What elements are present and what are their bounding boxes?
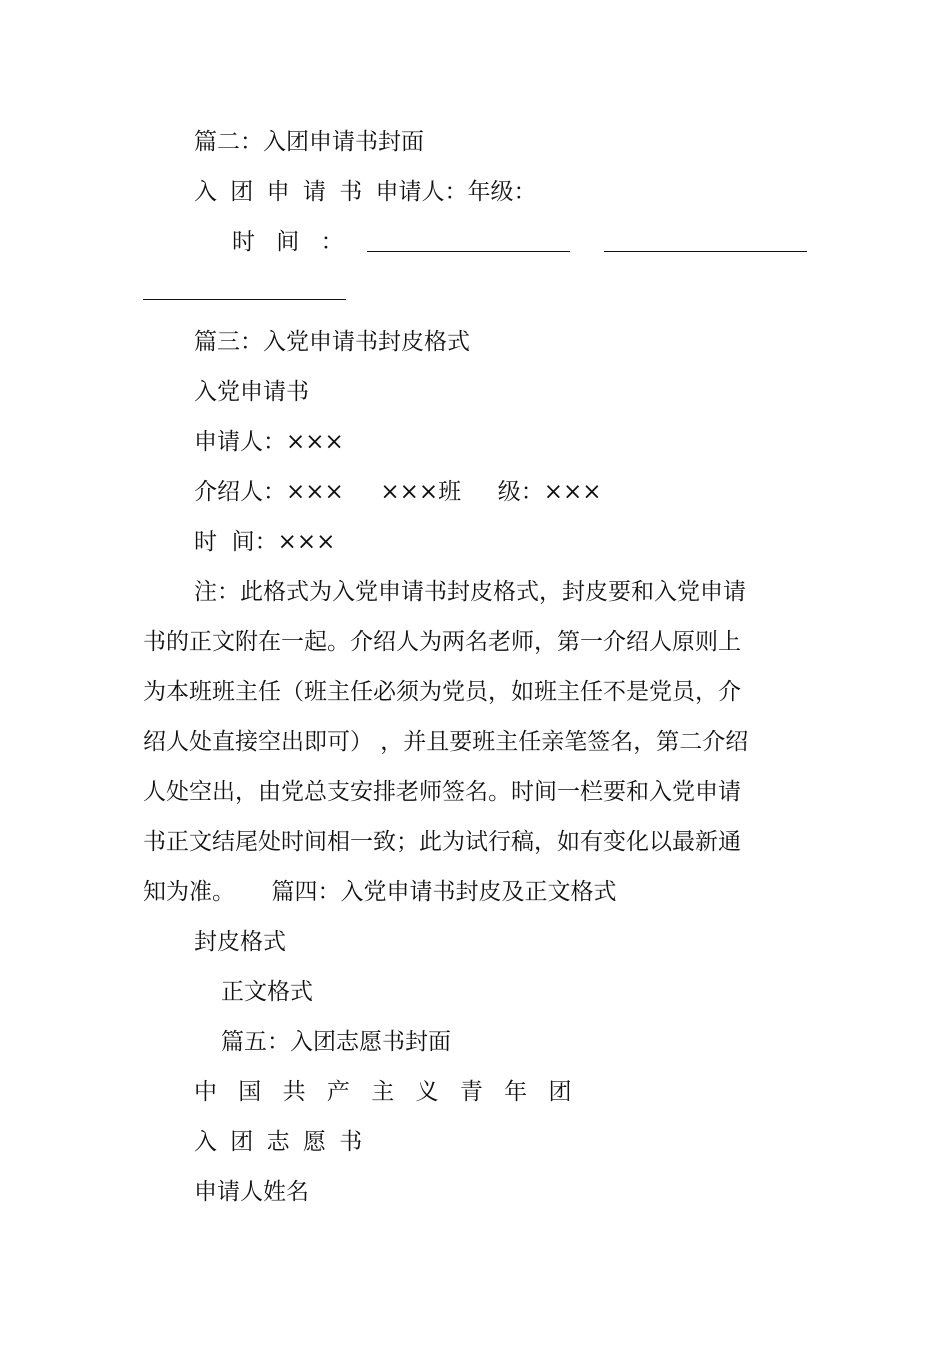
note-paragraph-line-1: 注：此格式为入党申请书封皮格式，封皮要和入党申请 [194,579,746,605]
league-volunteer-form-title: 入 团 志 愿 书 [194,1129,363,1155]
note-paragraph-line-2: 书的正文附在一起。介绍人为两名老师，第一介绍人原则上 [143,629,741,655]
youth-league-name-line: 中 国 共 产 主 义 青 年 团 [194,1079,572,1105]
section-heading-5: 篇五：入团志愿书封面 [221,1029,451,1055]
time-line: 时 间：××× [194,529,336,555]
blank-underline-3 [143,299,346,300]
blank-underline-1 [367,251,570,252]
note-paragraph-line-5: 人处空出，由党总支安排老师签名。时间一栏要和入党申请 [143,779,741,805]
note-paragraph-line-4: 绍人处直接空出即可） ，并且要班主任亲笔签名，第二介绍 [143,729,749,755]
league-application-cover-line: 入 团 申 请 书 申请人：年级： [194,179,537,205]
note-paragraph-line-3: 为本班班主任（班主任必须为党员，如班主任不是党员，介 [143,679,741,705]
time-label: 时 间 ： [232,229,344,255]
section-heading-2: 篇二：入团申请书封面 [194,129,424,155]
party-application-title: 入党申请书 [194,379,309,405]
note-paragraph-line-6: 书正文结尾处时间相一致；此为试行稿，如有变化以最新通 [143,829,741,855]
applicant-name-label: 申请人姓名 [194,1179,309,1205]
introducer-line: 介绍人：××× ×××班 级：××× [194,479,602,505]
cover-format-label: 封皮格式 [194,929,286,955]
body-format-label: 正文格式 [221,979,313,1005]
note-paragraph-line-7: 知为准。 篇四：入党申请书封皮及正文格式 [143,879,617,905]
blank-underline-2 [604,251,807,252]
section-heading-3: 篇三：入党申请书封皮格式 [194,329,470,355]
applicant-line: 申请人：××× [194,429,344,455]
